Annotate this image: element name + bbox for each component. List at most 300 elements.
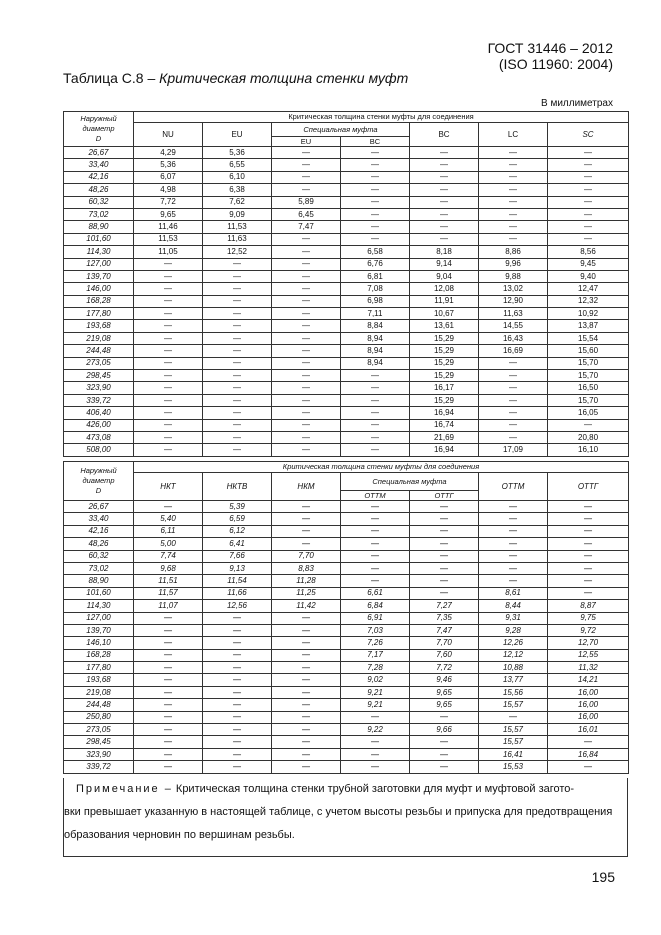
diameter-header-line: диаметр	[82, 476, 115, 485]
thickness-cell: —	[203, 612, 272, 624]
thickness-cell: —	[134, 431, 203, 443]
thickness-cell: —	[410, 513, 479, 525]
thickness-cell: 8,18	[410, 246, 479, 258]
col-header: BC	[410, 123, 479, 147]
caption-title: Критическая толщина стенки муфт	[159, 70, 409, 86]
thickness-cell: 9,75	[548, 612, 629, 624]
group-header: Критическая толщина стенки муфты для соединения	[134, 462, 629, 473]
special-coupling-header: Специальная муфта	[341, 473, 479, 491]
thickness-cell: 6,07	[134, 171, 203, 183]
thickness-cell: —	[479, 562, 548, 574]
thickness-cell: —	[272, 308, 341, 320]
thickness-cell: —	[134, 699, 203, 711]
table-row	[64, 513, 629, 525]
thickness-cell: 7,26	[341, 637, 410, 649]
diameter-cell: 339,72	[64, 394, 134, 406]
thickness-cell: —	[272, 184, 341, 196]
thickness-cell: 7,70	[272, 550, 341, 562]
thickness-cell: 8,83	[272, 562, 341, 574]
thickness-cell: 9,13	[203, 562, 272, 574]
table-row	[64, 295, 629, 307]
thickness-cell: 8,86	[479, 246, 548, 258]
thickness-cell: 9,22	[341, 724, 410, 736]
thickness-cell: —	[341, 171, 410, 183]
table-row	[64, 662, 629, 674]
diameter-cell: 101,60	[64, 233, 134, 245]
thickness-cell: 14,55	[479, 320, 548, 332]
thickness-cell: 15,29	[410, 345, 479, 357]
thickness-cell: —	[548, 221, 629, 233]
diameter-cell: 273,05	[64, 724, 134, 736]
diameter-cell: 114,30	[64, 600, 134, 612]
thickness-cell: 6,10	[203, 171, 272, 183]
thickness-cell: 8,84	[341, 320, 410, 332]
thickness-cell: —	[134, 270, 203, 282]
thickness-cell: 12,26	[479, 637, 548, 649]
table-row	[64, 612, 629, 624]
thickness-cell: 8,44	[479, 600, 548, 612]
thickness-cell: —	[479, 575, 548, 587]
thickness-cell: —	[203, 407, 272, 419]
thickness-cell: —	[203, 308, 272, 320]
thickness-cell: —	[341, 184, 410, 196]
diameter-cell: 146,10	[64, 637, 134, 649]
thickness-cell: 6,58	[341, 246, 410, 258]
thickness-cell: —	[479, 538, 548, 550]
table-caption	[63, 70, 408, 86]
thickness-cell: —	[272, 147, 341, 159]
thickness-cell: 12,08	[410, 283, 479, 295]
thickness-cell: —	[341, 525, 410, 537]
thickness-cell: —	[134, 357, 203, 369]
thickness-cell: 9,28	[479, 624, 548, 636]
thickness-cell: —	[341, 419, 410, 431]
thickness-cell: 15,53	[479, 761, 548, 773]
thickness-cell: —	[410, 562, 479, 574]
thickness-cell: —	[272, 270, 341, 282]
note-text: Критическая толщина стенки трубной заготовки для муфт и муфтовой загото-	[175, 783, 575, 795]
diameter-cell: 193,68	[64, 320, 134, 332]
thickness-cell: —	[341, 382, 410, 394]
thickness-cell: —	[134, 649, 203, 661]
thickness-cell: 5,40	[134, 513, 203, 525]
thickness-cell: —	[548, 196, 629, 208]
table-row	[64, 686, 629, 698]
thickness-cell: 7,08	[341, 283, 410, 295]
thickness-cell: —	[272, 295, 341, 307]
col-header: ОТТМ	[341, 491, 410, 501]
thickness-cell: —	[272, 649, 341, 661]
table-row	[64, 370, 629, 382]
thickness-cell: —	[134, 662, 203, 674]
thickness-cell: —	[272, 382, 341, 394]
diameter-header	[64, 462, 134, 501]
thickness-cell: 12,52	[203, 246, 272, 258]
thickness-cell: —	[134, 624, 203, 636]
thickness-cell: 7,72	[134, 196, 203, 208]
thickness-cell: 13,77	[479, 674, 548, 686]
table-row	[64, 283, 629, 295]
thickness-cell: —	[134, 320, 203, 332]
thickness-cell: 15,29	[410, 394, 479, 406]
table-row	[64, 711, 629, 723]
thickness-cell: 15,54	[548, 332, 629, 344]
diameter-cell: 244,48	[64, 699, 134, 711]
thickness-cell: —	[134, 612, 203, 624]
thickness-cell: 9,02	[341, 674, 410, 686]
thickness-cell: —	[341, 501, 410, 513]
thickness-cell: —	[341, 394, 410, 406]
thickness-cell: 10,88	[479, 662, 548, 674]
thickness-cell: —	[203, 320, 272, 332]
thickness-cell: —	[134, 736, 203, 748]
thickness-cell: 8,56	[548, 246, 629, 258]
thickness-cell: —	[410, 550, 479, 562]
thickness-cell: 15,29	[410, 357, 479, 369]
note-label: Примечание –	[76, 783, 173, 795]
thickness-cell: —	[272, 159, 341, 171]
table-row	[64, 332, 629, 344]
thickness-cell: 8,94	[341, 357, 410, 369]
caption-prefix: Таблица С.8 –	[63, 70, 156, 86]
thickness-cell: —	[548, 736, 629, 748]
col-header: ОТТМ	[479, 473, 548, 501]
thickness-cell: 6,38	[203, 184, 272, 196]
thickness-cell: —	[203, 332, 272, 344]
thickness-cell: —	[134, 370, 203, 382]
thickness-cell: 6,59	[203, 513, 272, 525]
diameter-cell: 168,28	[64, 295, 134, 307]
thickness-cell: 11,28	[272, 575, 341, 587]
thickness-cell: —	[134, 501, 203, 513]
thickness-cell: —	[479, 394, 548, 406]
group-header: Критическая толщина стенки муфты для соединения	[134, 112, 629, 123]
thickness-cell: —	[410, 748, 479, 760]
document-header	[488, 40, 613, 72]
diameter-cell: 406,40	[64, 407, 134, 419]
thickness-cell: 6,11	[134, 525, 203, 537]
diameter-cell: 139,70	[64, 270, 134, 282]
thickness-cell: —	[203, 270, 272, 282]
thickness-cell: —	[272, 538, 341, 550]
thickness-cell: 7,72	[410, 662, 479, 674]
thickness-cell: 9,65	[410, 686, 479, 698]
table-row	[64, 147, 629, 159]
thickness-cell: —	[410, 587, 479, 599]
thickness-cell: —	[203, 624, 272, 636]
diameter-cell: 88,90	[64, 575, 134, 587]
thickness-cell: 7,62	[203, 196, 272, 208]
thickness-cell: 9,31	[479, 612, 548, 624]
table-row	[64, 724, 629, 736]
thickness-cell: —	[548, 575, 629, 587]
thickness-cell: —	[272, 624, 341, 636]
thickness-cell: —	[341, 761, 410, 773]
thickness-cell: 20,80	[548, 431, 629, 443]
thickness-cell: 12,56	[203, 600, 272, 612]
diameter-cell: 193,68	[64, 674, 134, 686]
thickness-cell: —	[272, 686, 341, 698]
thickness-cell: —	[272, 370, 341, 382]
thickness-cell: —	[272, 258, 341, 270]
thickness-cell: 13,02	[479, 283, 548, 295]
thickness-cell: 4,29	[134, 147, 203, 159]
diameter-cell: 42,16	[64, 171, 134, 183]
thickness-cell: 9,09	[203, 208, 272, 220]
diameter-cell: 219,08	[64, 686, 134, 698]
thickness-cell: —	[134, 332, 203, 344]
thickness-cell: —	[548, 233, 629, 245]
thickness-cell: 12,90	[479, 295, 548, 307]
thickness-cell: —	[272, 525, 341, 537]
thickness-cell: —	[272, 320, 341, 332]
diameter-cell: 177,80	[64, 662, 134, 674]
thickness-cell: —	[272, 736, 341, 748]
thickness-cell: —	[134, 382, 203, 394]
thickness-cell: —	[548, 525, 629, 537]
thickness-cell: —	[341, 147, 410, 159]
table-row	[64, 748, 629, 760]
table-row	[64, 674, 629, 686]
diameter-cell: 323,90	[64, 748, 134, 760]
thickness-cell: 9,46	[410, 674, 479, 686]
thickness-cell: —	[479, 159, 548, 171]
thickness-cell: 6,91	[341, 612, 410, 624]
col-header: НКМ	[272, 473, 341, 501]
thickness-cell: 11,63	[203, 233, 272, 245]
diameter-cell: 339,72	[64, 761, 134, 773]
thickness-cell: —	[134, 444, 203, 456]
thickness-cell: —	[479, 431, 548, 443]
thickness-cell: —	[203, 724, 272, 736]
table-row	[64, 525, 629, 537]
thickness-cell: 6,55	[203, 159, 272, 171]
diameter-cell: 101,60	[64, 587, 134, 599]
thickness-cell: —	[272, 431, 341, 443]
table-row	[64, 431, 629, 443]
table-row	[64, 624, 629, 636]
thickness-cell: 11,53	[203, 221, 272, 233]
thickness-cell: —	[479, 370, 548, 382]
diameter-header-line: D	[95, 134, 102, 143]
thickness-cell: 15,56	[479, 686, 548, 698]
thickness-cell: —	[410, 196, 479, 208]
thickness-cell: 9,14	[410, 258, 479, 270]
table-row	[64, 419, 629, 431]
thickness-cell: —	[341, 407, 410, 419]
thickness-cell: —	[203, 382, 272, 394]
thickness-cell: 7,60	[410, 649, 479, 661]
thickness-cell: 16,00	[548, 699, 629, 711]
col-header: EU	[272, 137, 341, 147]
thickness-cell: 11,63	[479, 308, 548, 320]
diameter-cell: 219,08	[64, 332, 134, 344]
table-row	[64, 221, 629, 233]
thickness-cell: —	[410, 711, 479, 723]
thickness-cell: 16,05	[548, 407, 629, 419]
thickness-cell: —	[272, 357, 341, 369]
thickness-cell: —	[272, 233, 341, 245]
thickness-cell: —	[341, 736, 410, 748]
thickness-cell: 16,10	[548, 444, 629, 456]
thickness-cell: 15,57	[479, 736, 548, 748]
thickness-cell: 16,17	[410, 382, 479, 394]
thickness-cell: —	[548, 587, 629, 599]
thickness-cell: 11,66	[203, 587, 272, 599]
thickness-cell: —	[134, 748, 203, 760]
thickness-cell: 6,84	[341, 600, 410, 612]
thickness-cell: —	[341, 370, 410, 382]
table-row	[64, 394, 629, 406]
col-header: SC	[548, 123, 629, 147]
table-row	[64, 575, 629, 587]
thickness-cell: —	[134, 419, 203, 431]
thickness-cell: —	[548, 761, 629, 773]
thickness-cell: 9,04	[410, 270, 479, 282]
thickness-cell: 6,12	[203, 525, 272, 537]
thickness-cell: 15,70	[548, 394, 629, 406]
thickness-cell: 7,11	[341, 308, 410, 320]
thickness-cell: —	[410, 208, 479, 220]
thickness-cell: 9,96	[479, 258, 548, 270]
thickness-cell: —	[134, 674, 203, 686]
thickness-cell: —	[341, 233, 410, 245]
thickness-cell: —	[134, 711, 203, 723]
thickness-cell: —	[272, 674, 341, 686]
thickness-cell: 9,72	[548, 624, 629, 636]
thickness-cell: 11,53	[134, 233, 203, 245]
thickness-cell: 17,09	[479, 444, 548, 456]
thickness-cell: 11,05	[134, 246, 203, 258]
thickness-cell: —	[203, 736, 272, 748]
thickness-cell: 5,00	[134, 538, 203, 550]
thickness-cell: —	[341, 538, 410, 550]
thickness-cell: 15,70	[548, 370, 629, 382]
thickness-cell: —	[272, 345, 341, 357]
thickness-cell: 11,51	[134, 575, 203, 587]
thickness-cell: —	[272, 501, 341, 513]
table-row	[64, 761, 629, 773]
diameter-header-line: Наружный	[80, 466, 117, 475]
thickness-cell: —	[548, 171, 629, 183]
thickness-cell: 9,88	[479, 270, 548, 282]
thickness-cell: —	[134, 295, 203, 307]
thickness-cell: —	[548, 538, 629, 550]
thickness-cell: 7,47	[410, 624, 479, 636]
thickness-cell: —	[272, 699, 341, 711]
thickness-cell: —	[203, 761, 272, 773]
table-row	[64, 320, 629, 332]
table-note	[63, 778, 628, 857]
thickness-cell: —	[272, 711, 341, 723]
thickness-cell: —	[410, 575, 479, 587]
thickness-cell: 6,45	[272, 208, 341, 220]
diameter-cell: 26,67	[64, 147, 134, 159]
thickness-cell: 6,61	[341, 587, 410, 599]
thickness-cell: 15,29	[410, 332, 479, 344]
note-line	[64, 778, 627, 801]
thickness-cell: —	[548, 550, 629, 562]
thickness-cell: 7,28	[341, 662, 410, 674]
thickness-cell: —	[410, 184, 479, 196]
diameter-cell: 60,32	[64, 550, 134, 562]
thickness-cell: —	[203, 748, 272, 760]
thickness-cell: —	[203, 283, 272, 295]
thickness-cell: 7,27	[410, 600, 479, 612]
thickness-cell: 6,98	[341, 295, 410, 307]
thickness-cell: —	[410, 736, 479, 748]
table-row	[64, 357, 629, 369]
thickness-cell: 16,01	[548, 724, 629, 736]
table-row	[64, 444, 629, 456]
thickness-cell: 15,57	[479, 724, 548, 736]
thickness-cell: 9,40	[548, 270, 629, 282]
thickness-cell: —	[341, 748, 410, 760]
col-header: ОТТГ	[410, 491, 479, 501]
thickness-cell: —	[134, 407, 203, 419]
thickness-cell: —	[479, 407, 548, 419]
thickness-cell: 4,98	[134, 184, 203, 196]
note-line: вки превышает указанную в настоящей таблице, с учетом высоты резьбы и припуска для предотвращения	[64, 806, 613, 818]
diameter-header	[64, 112, 134, 147]
thickness-cell: —	[410, 525, 479, 537]
table1-body	[64, 147, 629, 457]
thickness-cell: —	[479, 147, 548, 159]
thickness-cell: —	[479, 550, 548, 562]
table-row	[64, 270, 629, 282]
thickness-cell: 9,21	[341, 686, 410, 698]
table-row	[64, 246, 629, 258]
thickness-cell: —	[479, 171, 548, 183]
note-line: образования черновин по вершинам резьбы.	[64, 829, 295, 841]
thickness-cell: —	[134, 724, 203, 736]
thickness-cell: —	[134, 258, 203, 270]
table-row	[64, 171, 629, 183]
thickness-cell: 16,94	[410, 407, 479, 419]
table-row	[64, 233, 629, 245]
thickness-cell: —	[341, 444, 410, 456]
thickness-cell: —	[479, 208, 548, 220]
thickness-cell: 15,29	[410, 370, 479, 382]
diameter-cell: 60,32	[64, 196, 134, 208]
thickness-cell: —	[479, 419, 548, 431]
thickness-cell: 11,25	[272, 587, 341, 599]
table-row	[64, 736, 629, 748]
thickness-cell: —	[272, 748, 341, 760]
thickness-cell: —	[134, 637, 203, 649]
standard-number: ГОСТ 31446 – 2012	[487, 40, 613, 56]
thickness-cell: —	[272, 662, 341, 674]
diameter-cell: 127,00	[64, 612, 134, 624]
thickness-cell: —	[272, 637, 341, 649]
thickness-cell: —	[410, 159, 479, 171]
thickness-cell: —	[272, 171, 341, 183]
thickness-cell: —	[203, 711, 272, 723]
thickness-cell: —	[479, 501, 548, 513]
diameter-cell: 323,90	[64, 382, 134, 394]
thickness-cell: 10,92	[548, 308, 629, 320]
thickness-cell: —	[203, 699, 272, 711]
thickness-cell: 16,00	[548, 711, 629, 723]
col-header: BC	[341, 137, 410, 147]
table-row	[64, 407, 629, 419]
thickness-cell: —	[203, 637, 272, 649]
page-number: 195	[591, 869, 615, 885]
thickness-cell: —	[203, 419, 272, 431]
thickness-cell: 8,61	[479, 587, 548, 599]
thickness-cell: —	[272, 283, 341, 295]
table-row	[64, 587, 629, 599]
